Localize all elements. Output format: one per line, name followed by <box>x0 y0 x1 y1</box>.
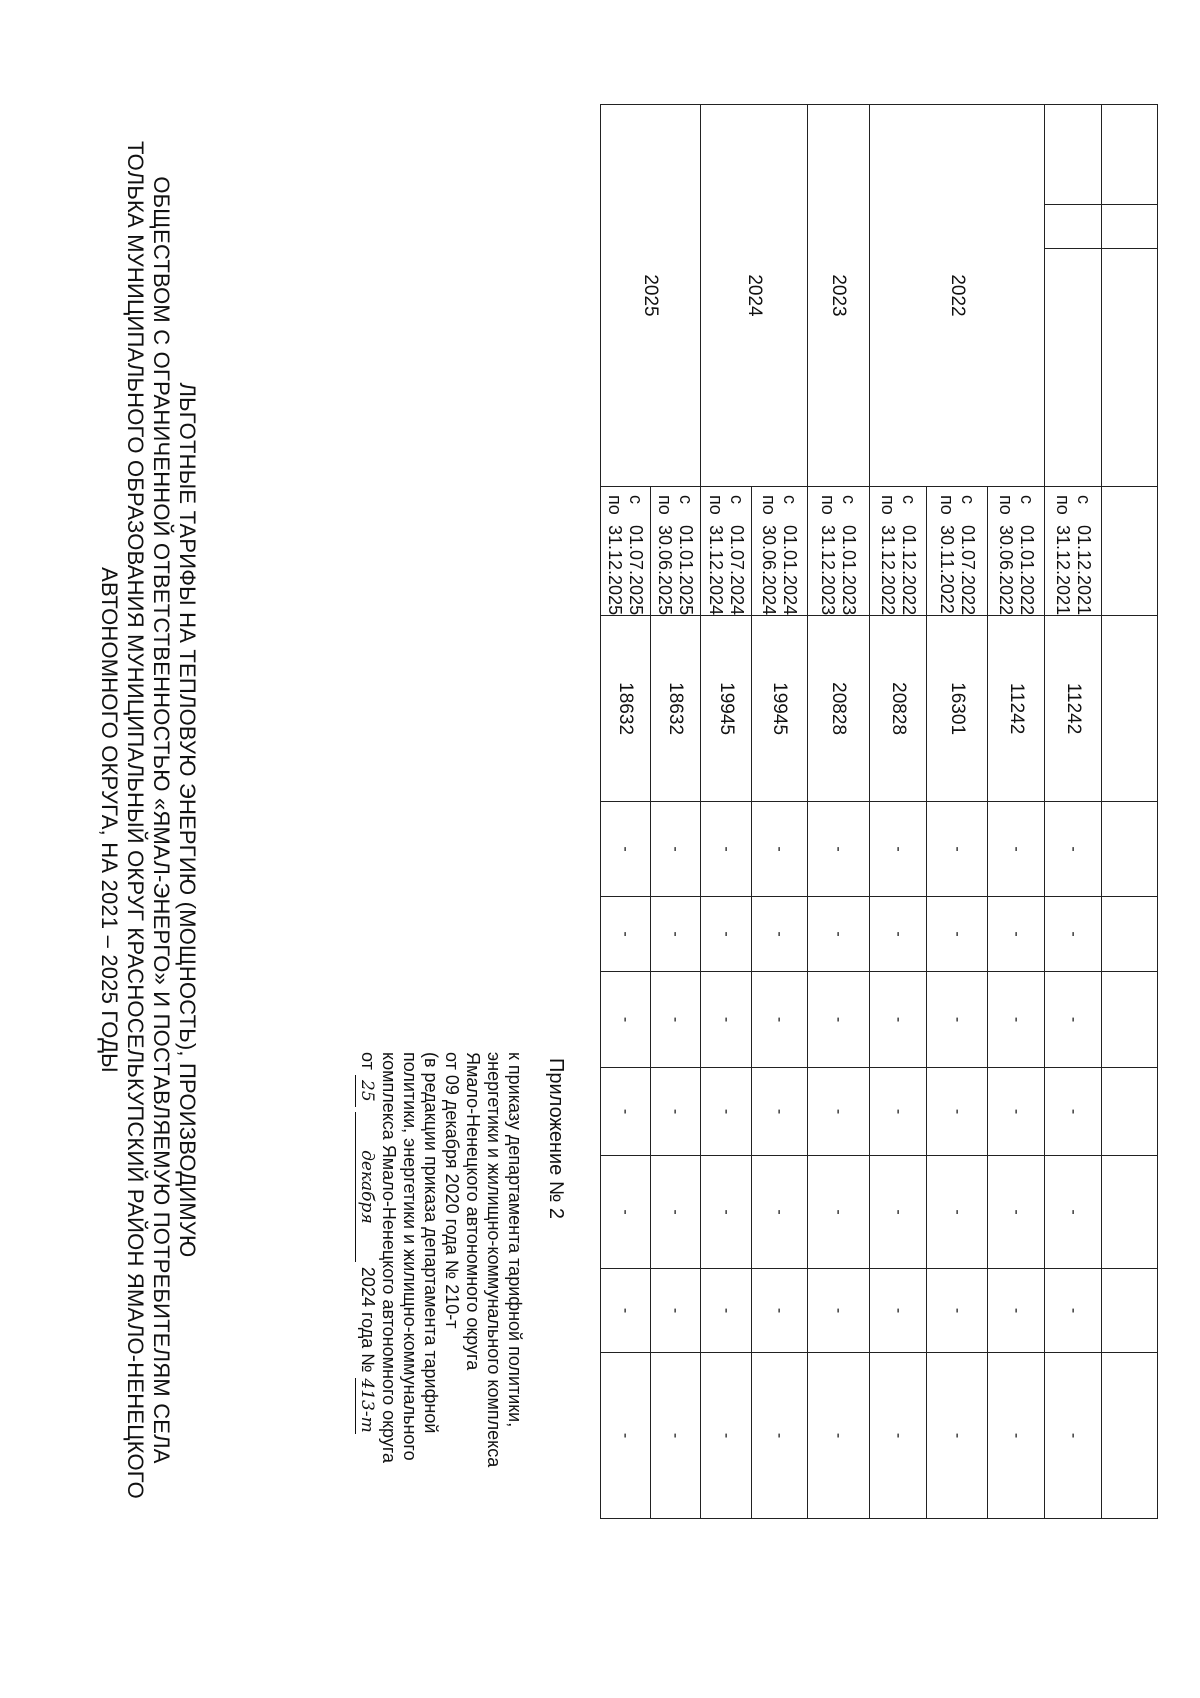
period-from: 01.07.2025 <box>626 525 647 616</box>
table-header-cell <box>1102 105 1158 205</box>
from-prefix: с <box>727 495 747 504</box>
dash-cell: - <box>1045 972 1102 1068</box>
dash-cell: - <box>651 972 701 1068</box>
period-cell <box>870 487 927 616</box>
dash-cell: - <box>601 1068 651 1156</box>
tariff-value: 11242 <box>988 616 1045 802</box>
from-prefix: с <box>1074 495 1094 504</box>
appendix-line: комплекса Ямало-Ненецкого автономного округа <box>379 1052 399 1464</box>
table-header-cell <box>1102 972 1158 1068</box>
table-header-cell <box>1102 1269 1158 1353</box>
year-cell: 2025 <box>601 105 701 487</box>
period-to: 31.12.2023 <box>818 525 839 616</box>
dash-cell: - <box>752 1269 808 1353</box>
to-prefix: по <box>605 495 626 515</box>
table-header-cell <box>1102 1068 1158 1156</box>
appendix-block <box>355 1052 566 1472</box>
table-header-cell <box>1102 1353 1158 1519</box>
to-prefix: по <box>759 495 780 515</box>
dash-cell: - <box>601 802 651 897</box>
title-line: ЛЬГОТНЫЕ ТАРИФЫ НА ТЕПЛОВУЮ ЭНЕРГИЮ (МОЩНОСТЬ), ПРОИЗВОДИМУЮ <box>175 382 200 1258</box>
dash-cell: - <box>752 1156 808 1269</box>
dash-cell: - <box>988 802 1045 897</box>
dash-cell: - <box>808 1269 870 1353</box>
document-title <box>96 120 200 1520</box>
dash-cell: - <box>701 897 752 972</box>
dash-cell: - <box>808 1068 870 1156</box>
period-to: 31.12.2024 <box>706 525 726 616</box>
dash-cell: - <box>701 1156 752 1269</box>
year-cell: 2024 <box>701 105 808 487</box>
appendix-line: (в редакции приказа департамента тарифной <box>421 1052 441 1434</box>
tariff-value: 18632 <box>601 616 651 802</box>
dash-cell: - <box>651 1156 701 1269</box>
year-cell: 2023 <box>808 105 870 487</box>
dash-cell: - <box>870 972 927 1068</box>
from-prefix: с <box>839 495 860 504</box>
table-header-cell <box>1102 802 1158 897</box>
dash-cell: - <box>927 1269 988 1353</box>
dash-cell: - <box>601 1156 651 1269</box>
to-prefix: по <box>706 495 726 515</box>
to-prefix: по <box>655 495 676 515</box>
dash-cell: - <box>601 972 651 1068</box>
dash-cell: - <box>870 1353 927 1519</box>
dash-cell: - <box>988 972 1045 1068</box>
date-day: 25 <box>355 1075 377 1107</box>
dash-cell: - <box>1045 802 1102 897</box>
dash-cell: - <box>651 802 701 897</box>
period-to: 31.12.2025 <box>605 525 626 616</box>
dash-cell: - <box>870 802 927 897</box>
tariff-table <box>600 104 1158 1519</box>
dash-cell: - <box>651 897 701 972</box>
dash-cell: - <box>870 1156 927 1269</box>
dash-cell: - <box>752 1353 808 1519</box>
appendix-line: энергетики и жилищно-коммунального комплекса <box>484 1052 504 1468</box>
period-cell <box>651 487 701 616</box>
date-prefix: от <box>358 1052 378 1070</box>
dash-cell: - <box>701 1269 752 1353</box>
period-from: 01.01.2024 <box>780 525 801 616</box>
period-from: 01.12.2022 <box>899 525 919 616</box>
dash-cell: - <box>752 1068 808 1156</box>
table-header-row <box>1102 105 1158 1519</box>
dash-cell: - <box>927 897 988 972</box>
date-month: декабря <box>355 1112 377 1262</box>
from-prefix: с <box>626 495 647 504</box>
tariff-value: 19945 <box>752 616 808 802</box>
period-cell <box>808 487 870 616</box>
dash-cell: - <box>651 1068 701 1156</box>
title-line: АВТОНОМНОГО ОКРУГА, НА 2021 – 2025 ГОДЫ <box>97 567 122 1073</box>
dash-cell: - <box>601 897 651 972</box>
to-prefix: по <box>818 495 839 515</box>
table-row <box>752 105 808 1519</box>
from-prefix: с <box>958 495 978 504</box>
dash-cell: - <box>701 972 752 1068</box>
dash-cell: - <box>701 1353 752 1519</box>
table-row <box>1045 105 1102 1519</box>
dash-cell: - <box>927 972 988 1068</box>
dash-cell: - <box>808 802 870 897</box>
dash-cell: - <box>988 897 1045 972</box>
table-header-cell <box>1102 249 1158 487</box>
dash-cell: - <box>808 1353 870 1519</box>
appendix-line: политики, энергетики и жилищно-коммунального <box>400 1052 420 1461</box>
dash-cell: - <box>752 802 808 897</box>
dash-cell: - <box>927 1353 988 1519</box>
table-header-cell <box>1102 205 1158 249</box>
to-prefix: по <box>937 495 957 515</box>
period-from: 01.07.2024 <box>727 525 747 616</box>
tariff-value: 11242 <box>1045 616 1102 802</box>
from-prefix: с <box>780 495 801 504</box>
dash-cell: - <box>988 1068 1045 1156</box>
dash-cell: - <box>870 1269 927 1353</box>
period-cell <box>1045 487 1102 616</box>
period-to: 30.11.2022 <box>937 525 957 614</box>
table-row <box>988 105 1045 1519</box>
year-cell: 2022 <box>870 105 1045 487</box>
to-prefix: по <box>878 495 898 515</box>
dash-cell: - <box>1045 1353 1102 1519</box>
appendix-line: от 09 декабря 2020 года № 210-т <box>442 1052 462 1329</box>
to-prefix: по <box>1053 495 1073 515</box>
appendix-line: к приказу департамента тарифной политики, <box>505 1052 525 1428</box>
dash-cell: - <box>601 1269 651 1353</box>
tariff-value: 20828 <box>870 616 927 802</box>
period-to: 30.06.2025 <box>655 525 676 616</box>
date-suffix: 2024 года № <box>358 1266 378 1373</box>
title-line: ОБЩЕСТВОМ С ОГРАНИЧЕННОЙ ОТВЕТСТВЕННОСТЬЮ «ЯМАЛ-ЭНЕРГО» И ПОСТАВЛЯЕМУЮ ПОТРЕБИТЕЛЯМ СЕЛА <box>149 176 174 1464</box>
dash-cell: - <box>927 1156 988 1269</box>
dash-cell: - <box>808 972 870 1068</box>
period-from: 01.01.2023 <box>839 525 860 616</box>
table-row <box>808 105 870 1519</box>
dash-cell: - <box>651 1269 701 1353</box>
dash-cell: - <box>1045 1068 1102 1156</box>
dash-cell: - <box>870 1068 927 1156</box>
table-header-cell <box>1102 1156 1158 1269</box>
dash-cell: - <box>701 1068 752 1156</box>
dash-cell: - <box>752 897 808 972</box>
period-to: 31.12.2022 <box>878 525 898 616</box>
blank-cell <box>1045 205 1102 249</box>
table-header-cell <box>1102 897 1158 972</box>
tariff-value: 19945 <box>701 616 752 802</box>
period-from: 01.07.2022 <box>958 525 978 616</box>
table-header-cell <box>1102 487 1158 616</box>
period-to: 31.12.2021 <box>1053 525 1073 616</box>
to-prefix: по <box>996 495 1016 515</box>
period-to: 30.06.2022 <box>996 525 1016 616</box>
period-cell <box>701 487 752 616</box>
period-from: 01.01.2022 <box>1017 525 1037 616</box>
dash-cell: - <box>1045 1156 1102 1269</box>
tariff-value: 16301 <box>927 616 988 802</box>
tariff-value: 18632 <box>651 616 701 802</box>
dash-cell: - <box>988 1156 1045 1269</box>
period-from: 01.12.2021 <box>1074 525 1094 616</box>
dash-cell: - <box>808 897 870 972</box>
dash-cell: - <box>927 1068 988 1156</box>
dash-cell: - <box>1045 1269 1102 1353</box>
appendix-number: Приложение № 2 <box>545 1058 567 1219</box>
from-prefix: с <box>1017 495 1037 504</box>
period-to: 30.06.2024 <box>759 525 780 616</box>
blank-cell <box>1045 249 1102 487</box>
period-cell <box>601 487 651 616</box>
tariff-value: 20828 <box>808 616 870 802</box>
period-from: 01.01.2025 <box>676 525 697 616</box>
dash-cell: - <box>1045 897 1102 972</box>
period-cell <box>927 487 988 616</box>
dash-cell: - <box>808 1156 870 1269</box>
dash-cell: - <box>988 1269 1045 1353</box>
dash-cell: - <box>601 1353 651 1519</box>
table-header-cell <box>1102 616 1158 802</box>
order-number: 413-т <box>357 1378 377 1433</box>
from-prefix: с <box>676 495 697 504</box>
table-row <box>651 105 701 1519</box>
title-line: ТОЛЬКА МУНИЦИПАЛЬНОГО ОБРАЗОВАНИЯ МУНИЦИПАЛЬНЫЙ ОКРУГ КРАСНОСЕЛЬКУПСКИЙ РАЙОН ЯМАЛО-НЕНЕЦКОГО <box>123 141 148 1499</box>
dash-cell: - <box>988 1353 1045 1519</box>
period-cell <box>752 487 808 616</box>
year-cell <box>1045 105 1102 205</box>
dash-cell: - <box>870 897 927 972</box>
appendix-line: Ямало-Ненецкого автономного округа <box>463 1052 483 1371</box>
dash-cell: - <box>701 802 752 897</box>
period-cell <box>988 487 1045 616</box>
dash-cell: - <box>651 1353 701 1519</box>
dash-cell: - <box>927 802 988 897</box>
from-prefix: с <box>899 495 919 504</box>
appendix-date-line <box>355 1052 378 1472</box>
dash-cell: - <box>752 972 808 1068</box>
